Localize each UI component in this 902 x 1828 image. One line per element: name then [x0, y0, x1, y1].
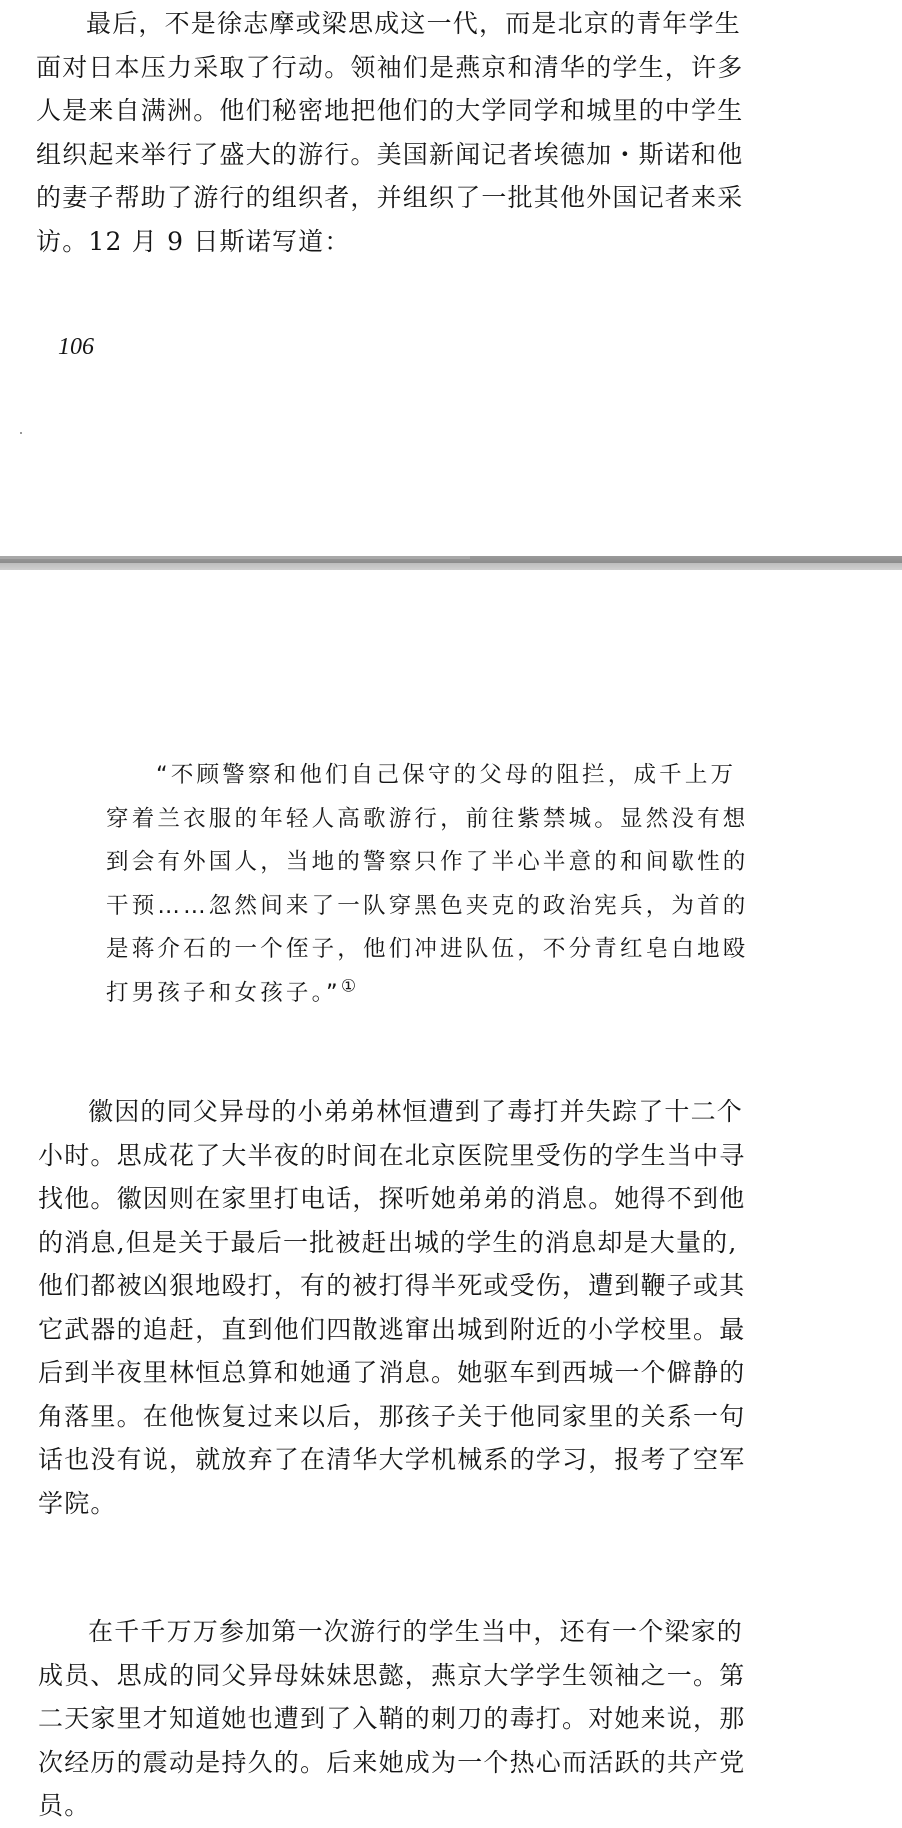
quote-line-text: 打男孩子和女孩子。” [106, 979, 341, 1006]
paragraph-line: 次经历的震动是持久的。后来她成为一个热心而活跃的共产党 [38, 1747, 746, 1777]
page-number: 106 [58, 334, 94, 360]
footnote-marker: ① [340, 976, 357, 996]
snow-quote [106, 754, 749, 1015]
top-page [0, 0, 902, 552]
paragraph-line: 最后，不是徐志摩或梁思成这一代，而是北京的青年学生 [86, 9, 742, 38]
top-paragraph [36, 2, 856, 263]
quote-line: “不顾警察和他们自己保守的父母的阻拦，成千上万 [156, 762, 737, 788]
paragraph-line: 学院。 [38, 1488, 117, 1518]
paragraph-line: 后到半夜里林恒总算和她通了消息。她驱车到西城一个僻静的 [38, 1358, 746, 1387]
paragraph-line: 面对日本压力采取了行动。领袖们是燕京和清华的学生，许多 [36, 52, 744, 82]
paragraph-siyi [38, 1610, 858, 1828]
paragraph-lin-heng [38, 1090, 858, 1525]
paragraph-line: 它武器的追赶，直到他们四散逃窜出城到附近的小学校里。最 [38, 1314, 746, 1344]
paragraph-line: 角落里。在他恢复过来以后，那孩子关于他同家里的关系一句 [38, 1401, 746, 1431]
paragraph-line: 成员、思成的同父异母妹妹思懿，燕京大学学生领袖之一。第 [38, 1660, 746, 1690]
quote-line: 穿着兰衣服的年轻人高歌游行，前往紫禁城。显然没有想 [106, 805, 749, 832]
quote-line-last [106, 972, 749, 1016]
paragraph-line: 二天家里才知道她也遭到了入鞘的刺刀的毒打。对她来说，那 [38, 1704, 746, 1733]
page-separator-highlight [0, 556, 470, 559]
paragraph-line: 他们都被凶狠地殴打，有的被打得半死或受伤，遭到鞭子或其 [38, 1271, 746, 1300]
paragraph-line: 访。12 月 9 日斯诺写道： [36, 226, 351, 256]
paragraph-line: 话也没有说，就放弃了在清华大学机械系的学习，报考了空军 [38, 1445, 746, 1474]
paragraph-line: 人是来自满洲。他们秘密地把他们的大学同学和城里的中学生 [36, 96, 744, 125]
paragraph-line: 员。 [38, 1791, 91, 1820]
quote-line: 到会有外国人，当地的警察只作了半心半意的和间歇性的 [106, 849, 749, 875]
paragraph-line: 的消息,但是关于最后一批被赶出城的学生的消息却是大量的, [38, 1227, 738, 1257]
paragraph-line: 在千千万万参加第一次游行的学生当中，还有一个梁家的 [88, 1617, 744, 1646]
scan-speck [20, 432, 22, 434]
paragraph-line: 找他。徽因则在家里打电话，探听她弟弟的消息。她得不到他 [38, 1184, 746, 1213]
paragraph-line: 的妻子帮助了游行的组织者，并组织了一批其他外国记者来采 [36, 183, 744, 212]
quote-line: 干预……忽然间来了一队穿黑色夹克的政治宪兵，为首的 [106, 892, 749, 919]
paragraph-line: 徽因的同父异母的小弟弟林恒遭到了毒打并失踪了十二个 [88, 1097, 744, 1126]
paragraph-line: 组织起来举行了盛大的游行。美国新闻记者埃德加・斯诺和他 [36, 139, 744, 169]
paragraph-line: 小时。思成花了大半夜的时间在北京医院里受伤的学生当中寻 [38, 1140, 746, 1170]
quote-line: 是蒋介石的一个侄子，他们冲进队伍，不分青红皂白地殴 [106, 936, 749, 962]
